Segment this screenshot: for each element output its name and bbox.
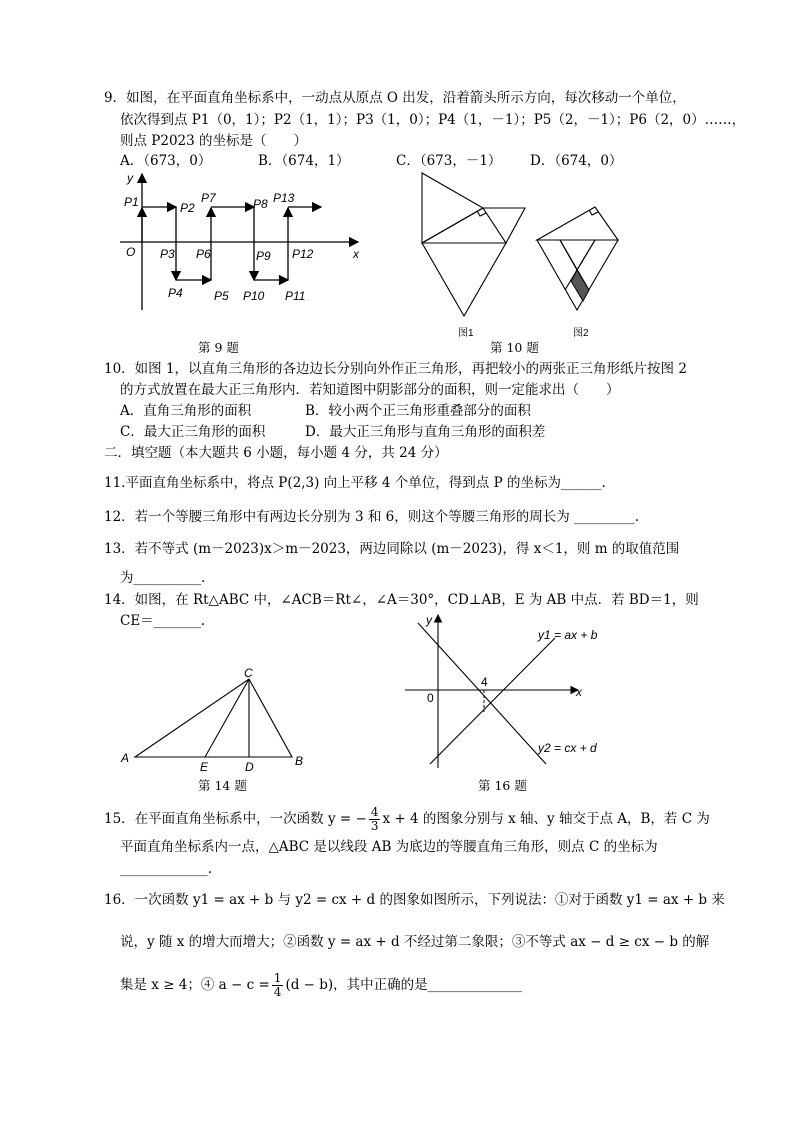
q10-option-d: D．最大正三角形与直角三角形的面积差 <box>305 424 546 440</box>
q14-line1: 14．如图，在 Rt△ABC 中，∠ACB＝Rt∠，∠A＝30°，CD⊥AB，E 为 AB 中点．若 BD＝1，则 <box>104 592 699 608</box>
q9-option-a: A．（673，0） <box>120 153 212 169</box>
q10-caption: 第 10 题 <box>490 340 539 355</box>
q16-caption: 第 16 题 <box>478 778 527 793</box>
q15-fraction <box>369 806 381 833</box>
q15-line1 <box>104 806 710 833</box>
q10-fig1-right-angle <box>477 211 486 216</box>
q9-label-p9: P9 <box>256 249 271 263</box>
q16-label-y1: y1 = ax + b <box>538 628 598 642</box>
q9-label-p8: P8 <box>253 197 268 211</box>
q10-fig1-hyp-line <box>422 208 483 243</box>
q14-label-c: C <box>244 666 253 680</box>
q14-segment-ce <box>205 679 249 757</box>
q14-triangle-abc <box>135 679 292 757</box>
q16-label-y: y <box>426 613 432 627</box>
q15-frac-den: 3 <box>370 819 379 833</box>
q10-fig2-outer-triangle <box>537 207 618 240</box>
q10-option-a: A．直角三角形的面积 <box>120 403 252 419</box>
q9-figure <box>118 170 368 315</box>
q16-fraction <box>272 972 284 999</box>
q9-label-p7: P7 <box>201 191 216 205</box>
q15-line1-part-a: 15．在平面直角坐标系中，一次函数 y = − <box>104 811 367 827</box>
q16-label-4: 4 <box>481 675 488 689</box>
q9-caption: 第 9 题 <box>198 340 239 355</box>
q16-line1: 16．一次函数 y1 = ax + b 与 y2 = cx + d 的图象如图所示，下列说法：①对于函数 y1 = ax + b 来 <box>104 892 725 908</box>
q10-fig2-left-small <box>560 240 595 270</box>
q9-label-x: x <box>353 247 359 261</box>
q9-label-p10: P10 <box>243 289 265 303</box>
q15-line3: _____________. <box>120 861 213 877</box>
q10-option-c: C．最大正三角形的面积 <box>120 424 266 440</box>
q14-label-d: D <box>245 760 254 773</box>
q10-fig2-right-angle <box>589 210 598 215</box>
q16-line3-part-a: 集是 x ≥ 4；④ a − c = <box>120 977 270 993</box>
q9-label-p4: P4 <box>168 286 183 300</box>
section2-heading: 二．填空题（本大题共 6 小题，每小题 4 分，共 24 分） <box>104 445 448 461</box>
q16-line3-part-b: (d − b)，其中正确的是______________ <box>285 977 523 993</box>
q14-label-b: B <box>295 754 304 768</box>
q9-label-p11: P11 <box>285 289 306 303</box>
q14-label-a: A <box>121 751 130 765</box>
q16-label-y2: y2 = cx + d <box>538 741 597 755</box>
q9-option-b: B．（674，1） <box>258 153 350 169</box>
q10-figure <box>415 170 635 340</box>
q9-label-p3: P3 <box>160 247 175 261</box>
q16-frac-num: 1 <box>273 971 282 985</box>
q15-frac-num: 4 <box>370 805 379 819</box>
q16-label-x: x <box>576 685 582 699</box>
q10-fig1-large-triangle <box>422 243 506 316</box>
q10-fig1-top-triangle <box>422 173 483 243</box>
q9-option-d: D．（674，0） <box>530 153 623 169</box>
q14-line2: CE＝_______. <box>120 613 206 629</box>
q11: 11.平面直角坐标系中，将点 P(2,3) 向上平移 4 个单位，得到点 P 的坐标为______. <box>104 475 606 491</box>
q16-line3 <box>120 972 522 999</box>
q10-option-b: B．较小两个正三角形重叠部分的面积 <box>305 403 531 419</box>
q9-label-p5: P5 <box>214 289 229 303</box>
q10-fig2-label: 图2 <box>573 328 589 339</box>
q9-option-c: C．（673，－1） <box>396 153 502 169</box>
q15-line2: 平面直角坐标系内一点，△ABC 是以线段 AB 为底边的等腰直角三角形，则点 C 的坐标为 <box>120 839 658 855</box>
q13-line2: 为__________. <box>120 570 206 586</box>
q15-line1-part-b: x + 4 的图象分别与 x 轴、y 轴交于点 A，B，若 C 为 <box>382 811 710 827</box>
q10-stem-line1: 10．如图 1，以直角三角形的各边边长分别向外作正三角形，再把较小的两张正三角形纸片按图 2 <box>104 361 687 377</box>
q9-label-p12: P12 <box>292 247 314 261</box>
q12: 12．若一个等腰三角形中有两边长分别为 3 和 6，则这个等腰三角形的周长为 _________. <box>104 509 640 525</box>
q10-fig1-label: 图1 <box>458 328 474 339</box>
q9-stem-line2: 依次得到点 P1（0，1）；P2（1，1）；P3（1，0）；P4（1，－1）；P5（2，－1）；P6（2，0）……， <box>120 112 746 128</box>
q9-label-p6: P6 <box>196 247 211 261</box>
q16-frac-den: 4 <box>273 985 282 999</box>
q9-stem-line1: 9．如图，在平面直角坐标系中，一动点从原点 O 出发，沿着箭头所示方向，每次移动一个单位， <box>104 90 686 106</box>
q9-label-p2: P2 <box>180 201 195 215</box>
q10-stem-line2: 的方式放置在最大正三角形内．若知道图中阴影部分的面积，则一定能求出（ ） <box>120 382 620 398</box>
q16-line-y2 <box>418 623 546 764</box>
q14-label-e: E <box>200 760 209 773</box>
q10-fig1-right-triangle <box>483 208 525 243</box>
q16-label-o: 0 <box>427 691 434 705</box>
q9-label-p13: P13 <box>273 191 295 205</box>
q9-stem-line3: 则点 P2023 的坐标是（ ） <box>120 133 308 149</box>
q13-line1: 13．若不等式 (m－2023)x＞m－2023，两边同除以 (m－2023)，得 x＜1，则 m 的取值范围 <box>104 541 680 557</box>
q9-label-y: y <box>127 171 133 185</box>
q16-figure <box>400 610 620 775</box>
q14-figure <box>118 665 313 773</box>
q9-label-o: O <box>126 245 136 259</box>
q9-label-p1: P1 <box>124 195 139 209</box>
q14-caption: 第 14 题 <box>198 778 247 793</box>
q16-line2: 说，y 随 x 的增大而增大；②函数 y = ax + d 不经过第二象限；③不等式 ax − d ≥ cx − b 的解 <box>120 934 710 950</box>
